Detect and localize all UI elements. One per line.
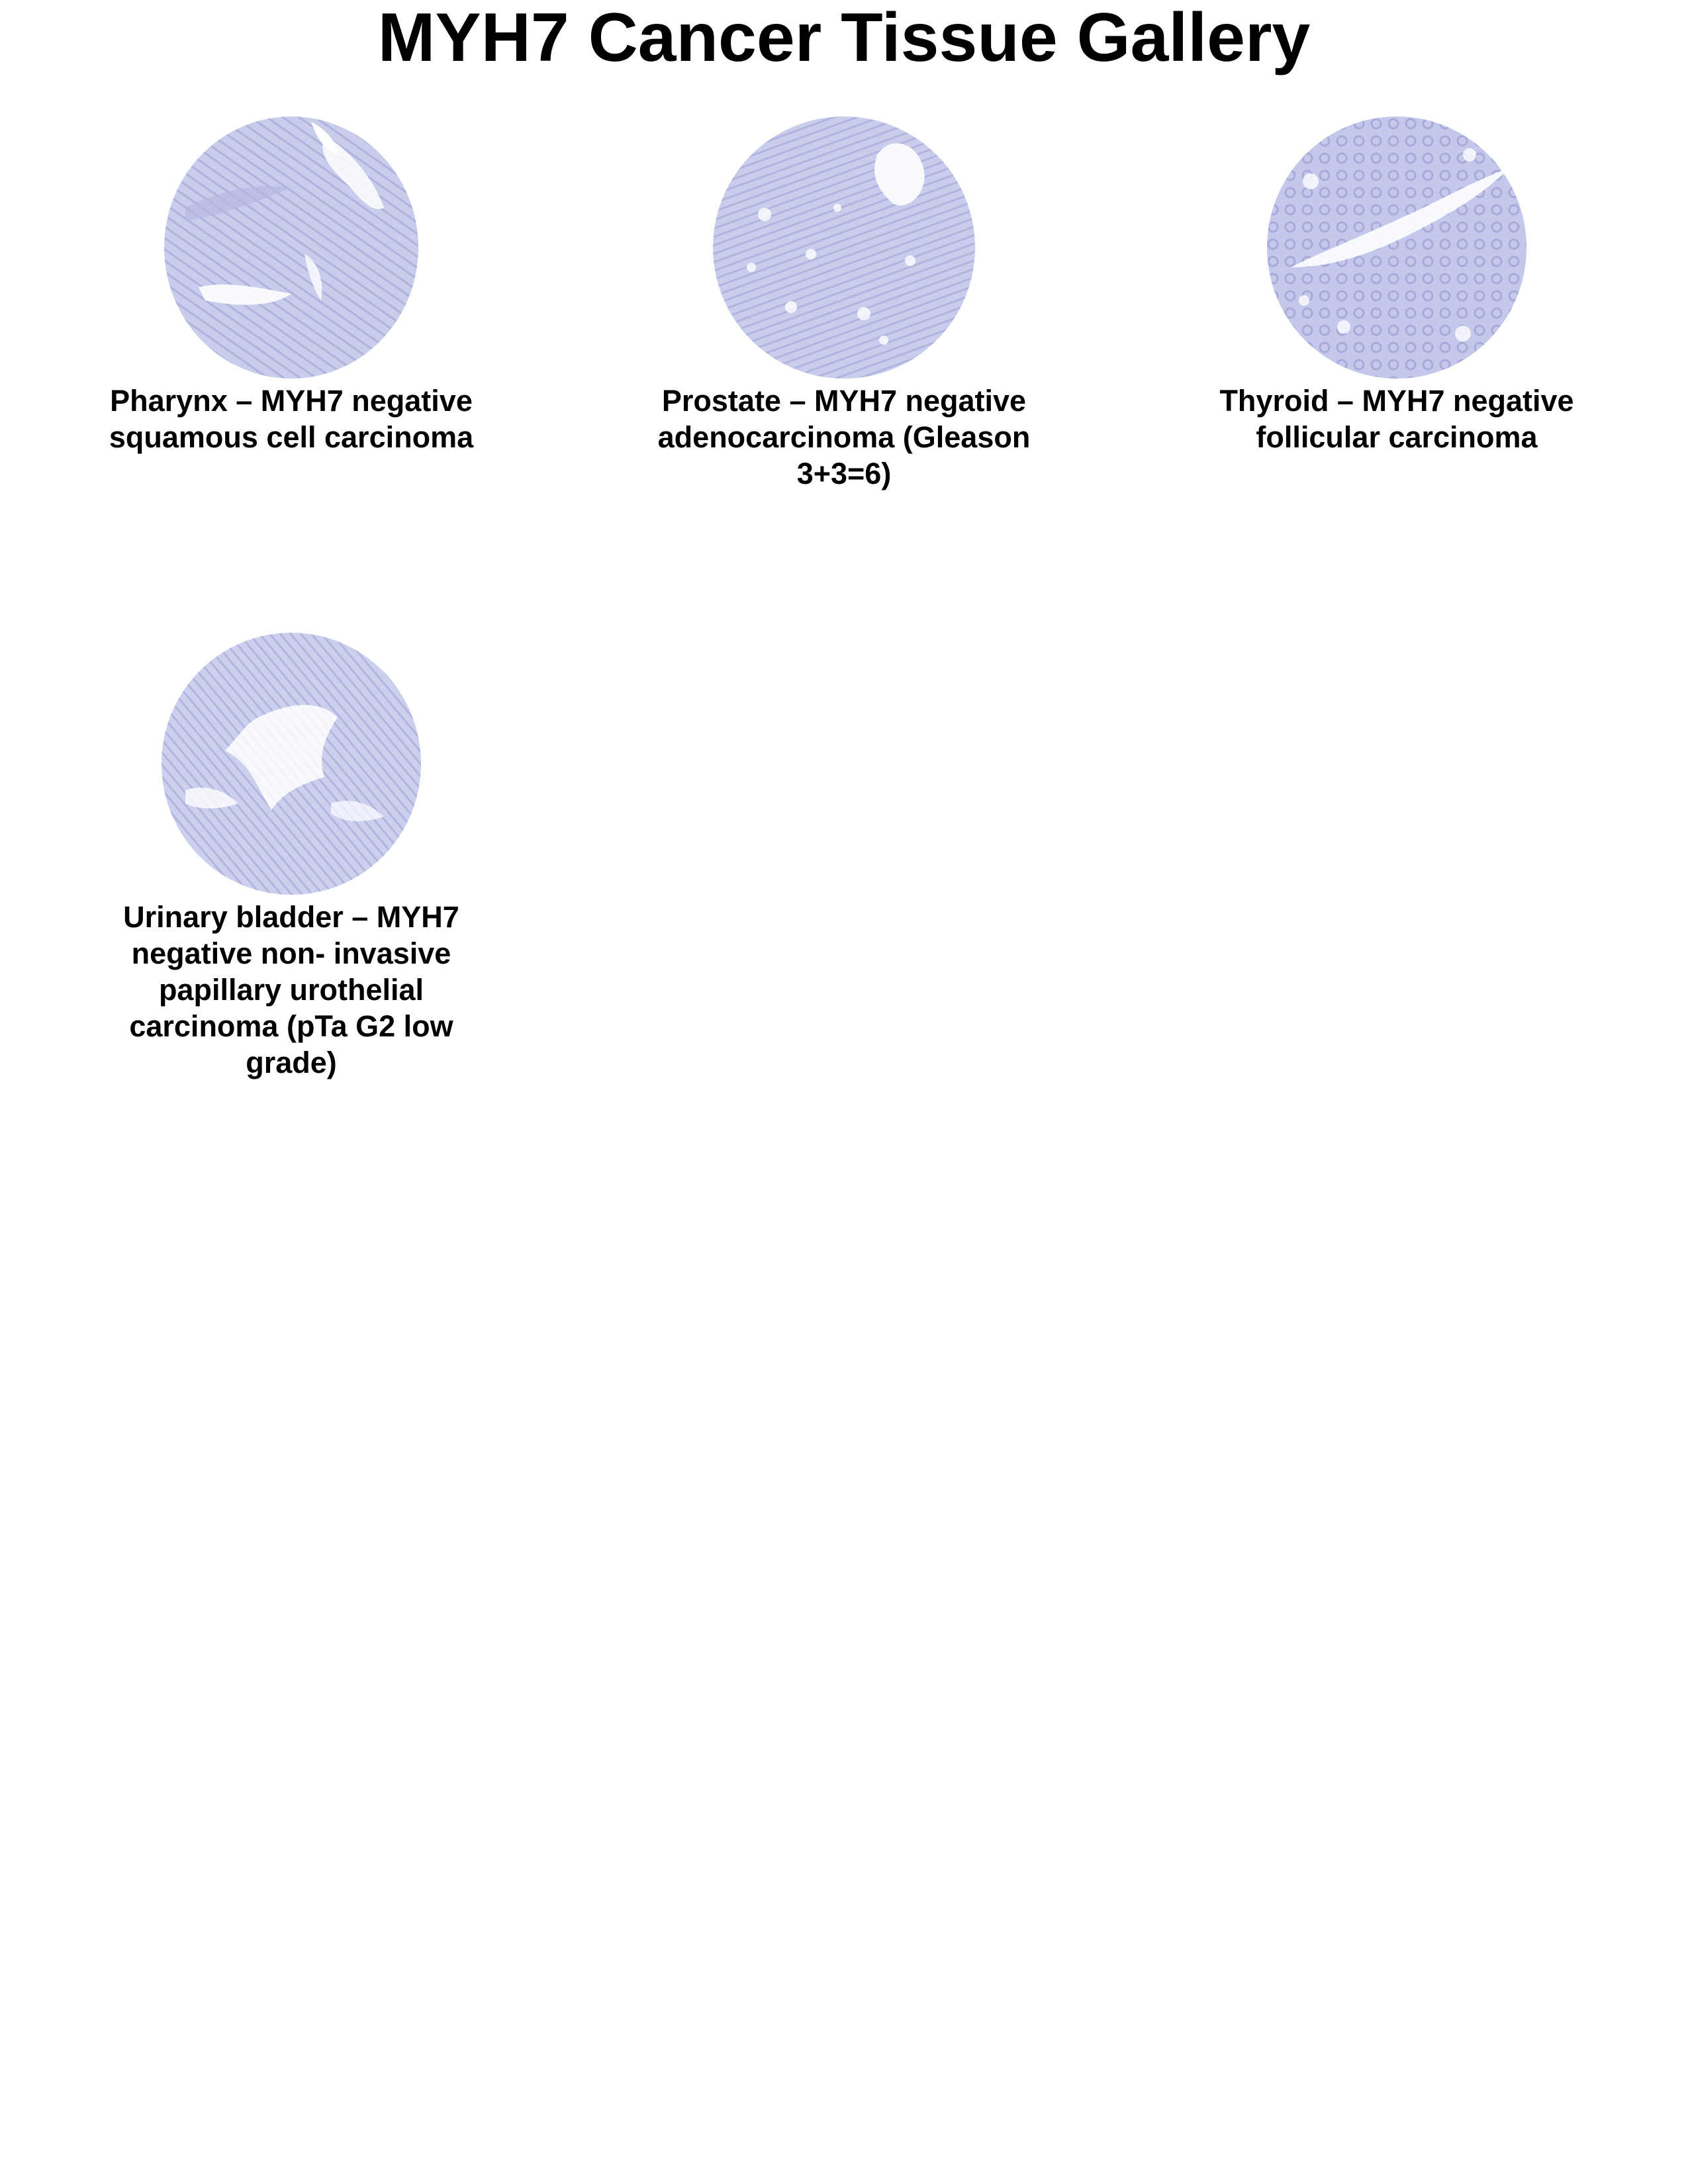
tissue-image-prostate[interactable]: [712, 115, 976, 380]
tissue-core-thyroid-icon: [1264, 115, 1529, 380]
tissue-core-pharynx-icon: [159, 115, 424, 380]
tile-caption: Prostate – MYH7 negative adenocarcinoma (Gleason 3+3=6): [657, 384, 1031, 490]
page-title: MYH7 Cancer Tissue Gallery: [377, 0, 1311, 76]
gallery-tile: [632, 115, 1056, 492]
tile-caption: Thyroid – MYH7 negative follicular carcinoma: [1219, 384, 1574, 454]
tile-caption: Pharynx – MYH7 negative squamous cell carcinoma: [109, 384, 474, 454]
gallery-tile: [1185, 115, 1609, 455]
tissue-image-thyroid[interactable]: [1264, 115, 1529, 380]
tissue-image-bladder[interactable]: [159, 631, 424, 896]
gallery-tile: [79, 631, 503, 1081]
tissue-core-bladder-icon: [159, 631, 424, 896]
gallery-tile: [79, 115, 503, 455]
tile-caption: Urinary bladder – MYH7 negative non- invasive papillary urothelial carcinoma (pTa G2 low grade): [123, 900, 459, 1079]
tissue-core-prostate-icon: [712, 115, 976, 380]
tissue-image-pharynx[interactable]: [159, 115, 424, 380]
